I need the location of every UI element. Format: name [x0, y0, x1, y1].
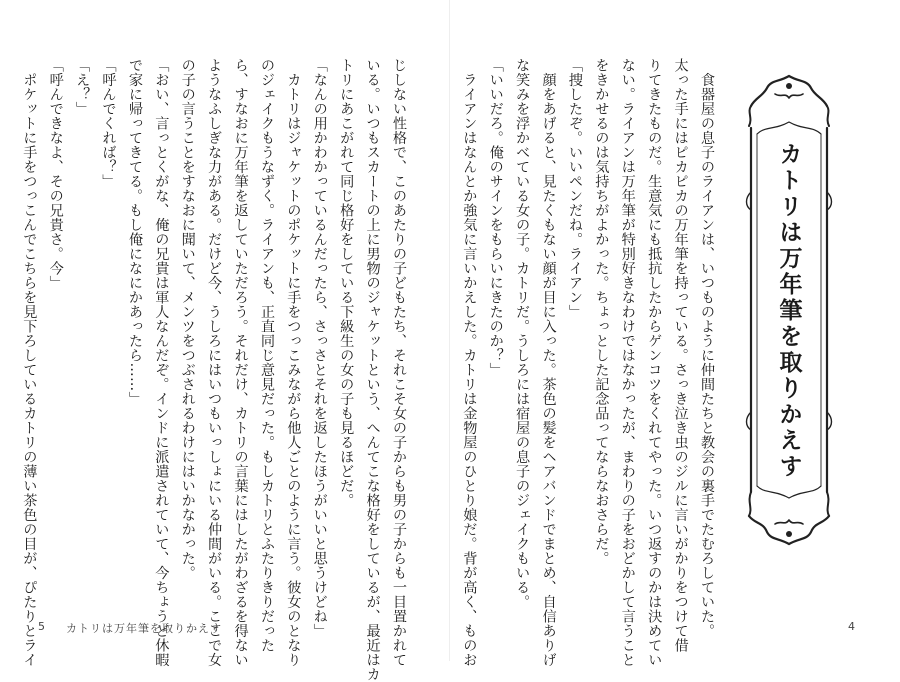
- body-line: の子の言うことをすなおに聞いて、メンツをつぶされるわけにはいかなかった。: [179, 58, 196, 580]
- body-line: 「いいだろ。俺のサインをもらいにきたのか？」: [487, 58, 504, 377]
- running-head: カトリは万年筆を取りかえす: [66, 622, 222, 635]
- body-line: な笑みを浮かべている女の子。カトリだ。うしろには宿屋の息子のジェイクもいる。: [514, 58, 531, 609]
- body-line: ようなふしぎな力がある。だけど今、うしろにはいつもいっしょにいる仲間がいる。ここで女: [206, 58, 223, 667]
- chapter-title: カトリは万年筆を取りかえす: [775, 142, 802, 480]
- body-line: 「え？」: [74, 58, 91, 116]
- body-line: 「呼んでくれば？」: [100, 58, 117, 189]
- body-line: 顔をあげると、見たくもない顔が目に入った。茶色の髪をヘアバンドでまとめ、自信ありげ: [540, 58, 557, 667]
- body-line: じしない性格で、このあたりの子どもたち、それこそ女の子からも男の子からも一目置かれて: [391, 58, 407, 667]
- body-line: のジェイクもうなずく。ライアンも、正直同じ意見だった。もしカトリとふたりきりだった: [258, 58, 275, 653]
- body-line: 「おい、言っとくがな、俺の兄貴は軍人なんだぞ。インドに派遣されていて、今ちょうど休暇: [153, 58, 170, 667]
- body-line: いる。いつもスカートの上に男物のジャケットという、へんてこな格好をしているが、最近はカ: [364, 58, 381, 682]
- body-line: ら、すなおに万年筆を返していただろう。それだけ、カトリの言葉にはしたがわざるを得ない: [232, 58, 249, 667]
- right-page-body: [461, 58, 720, 667]
- body-line: カトリはジャケットのポケットに手をつっこみながら他人ごとのように言う。彼女のとなり: [285, 58, 302, 667]
- page-number: 5: [38, 620, 45, 633]
- page-number: 4: [848, 620, 855, 633]
- body-line: 太った手にはピカピカの万年筆を持っている。さっき泣き虫のジルに言いがかりをつけて借: [672, 58, 689, 653]
- body-line: 「呼んできなよ、その兄貴さ。今」: [47, 58, 64, 290]
- body-line: 「捜したぞ。いいペンだね。ライアン」: [566, 58, 583, 319]
- body-line: 食器屋の息子のライアンは、いつものように仲間たちと教会の裏手でたむろしていた。: [699, 58, 715, 638]
- body-line: で家に帰ってきてる。もし俺になにかあったら……」: [126, 58, 143, 406]
- body-line: をきかせるのは気持ちがよかった。ちょっとした記念品ってならなおさらだ。: [593, 58, 610, 566]
- body-line: トリにあこがれて同じ格好をしている下級生の女の子も見るほどだ。: [338, 58, 355, 508]
- body-line: ない。ライアンは万年筆が特別好きなわけではなかったが、まわりの子をおどかして言うこと: [619, 58, 636, 667]
- body-line: ポケットに手をつっこんでこちらを見下ろしているカトリの薄い茶色の目が、ぴたりとライ: [21, 58, 38, 667]
- chapter-title-frame: [745, 72, 833, 548]
- body-line: 「なんの用かわかっているんだったら、さっさとそれを返したほうがいいと思うけどね」: [311, 58, 328, 638]
- body-line: ライアンはなんとか強気に言いかえした。カトリは金物屋のひとり娘だ。背が高く、ものお: [461, 58, 478, 667]
- body-line: りてきたものだ。生意気にも抵抗したからゲンコツをくれてやった。いつ返すのかは決めてい: [646, 58, 663, 667]
